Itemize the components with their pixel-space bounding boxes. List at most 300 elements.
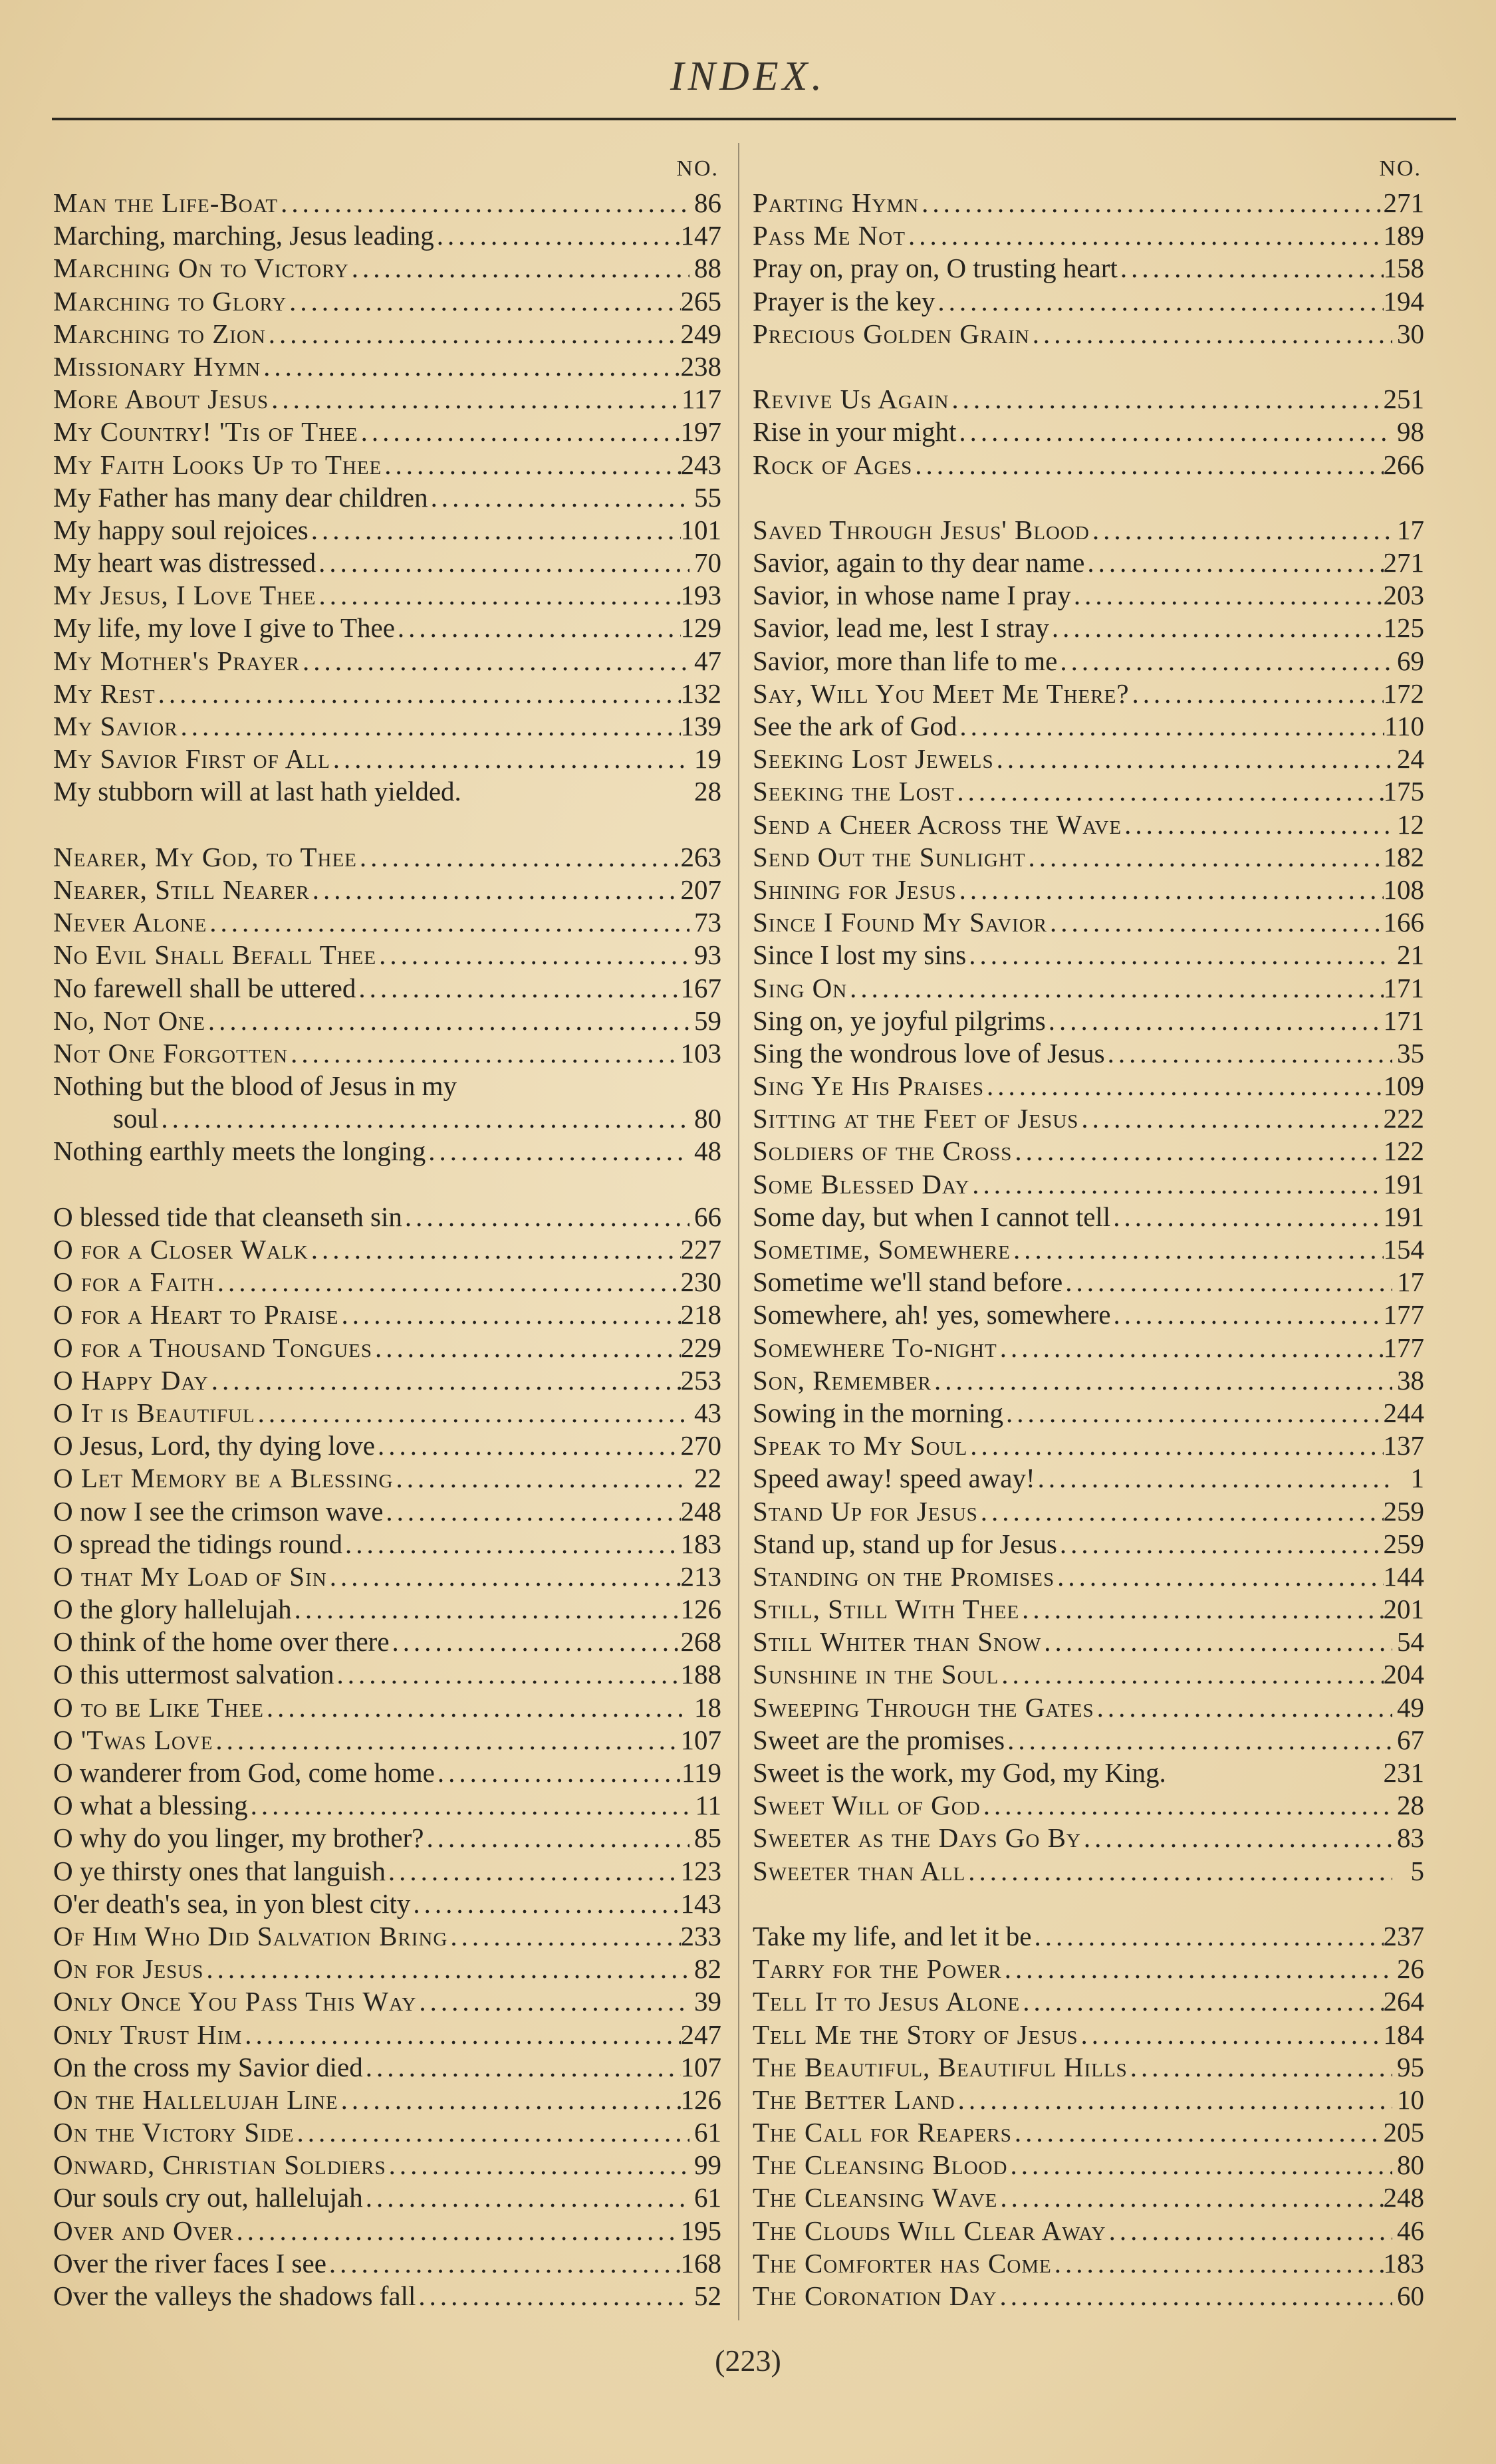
hymn-title: No Evil Shall Befall Thee <box>53 939 377 971</box>
hymn-title: Sing the wondrous love of Jesus <box>753 1037 1105 1068</box>
hymn-number: 55 <box>694 481 721 513</box>
index-entry <box>753 1822 1424 1854</box>
dot-leader <box>435 1757 682 1789</box>
dot-leader <box>1011 1233 1384 1266</box>
hymn-number: 54 <box>1397 1626 1424 1658</box>
index-entry <box>753 1462 1424 1495</box>
index-entry <box>753 1528 1424 1560</box>
dot-leader <box>334 1658 681 1691</box>
hymn-title: My happy soul rejoices <box>53 514 309 545</box>
hymn-title: My heart was distressed <box>53 547 316 578</box>
dot-leader <box>383 1495 680 1528</box>
dot-leader <box>978 1495 1384 1528</box>
dot-leader <box>390 1626 681 1658</box>
hymn-title: Nothing but the blood of Jesus in my <box>53 1070 457 1102</box>
index-entry <box>753 808 1424 841</box>
dot-leader <box>294 2116 689 2149</box>
dot-leader <box>966 939 1392 971</box>
dot-leader <box>447 1920 680 1953</box>
dot-leader <box>363 2051 681 2084</box>
hymn-title: O ye thirsty ones that languish <box>53 1855 386 1886</box>
dot-leader <box>981 1789 1392 1822</box>
hymn-number: 191 <box>1383 1168 1424 1199</box>
index-entry <box>53 547 721 579</box>
hymn-title: Since I Found My Savior <box>753 907 1047 938</box>
hymn-title: Only Trust Him <box>53 2019 243 2050</box>
hymn-number: 144 <box>1383 1560 1424 1592</box>
hymn-number: 24 <box>1397 743 1424 775</box>
index-entry <box>753 2215 1424 2247</box>
hymn-title: My Faith Looks Up to Thee <box>53 449 382 480</box>
dot-leader <box>215 1266 681 1298</box>
index-entry <box>53 1332 721 1364</box>
index-entry <box>53 219 721 252</box>
hymn-number: 227 <box>680 1234 721 1265</box>
hymn-number: 35 <box>1397 1037 1424 1068</box>
hymn-number: 107 <box>680 2051 721 2082</box>
index-entry <box>53 1397 721 1429</box>
index-entry <box>53 383 721 416</box>
dot-leader <box>248 1789 689 1822</box>
hymn-number: 30 <box>1397 318 1424 349</box>
hymn-title: Nothing earthly meets the longing <box>53 1136 426 1167</box>
index-entry <box>53 252 721 285</box>
index-entry <box>53 2215 721 2247</box>
index-entry <box>753 383 1424 416</box>
entry-list-right <box>753 187 1424 2312</box>
hymn-title: Tell Me the Story of Jesus <box>753 2019 1078 2050</box>
index-entry <box>753 1953 1424 1985</box>
hymn-title: Prayer is the key <box>753 285 935 316</box>
hymn-number: 126 <box>680 1594 721 1625</box>
dot-leader <box>1019 1593 1383 1626</box>
hymn-title: My Mother's Prayer <box>53 645 300 676</box>
dot-leader <box>1062 1266 1392 1298</box>
dot-leader <box>261 350 680 383</box>
index-entry <box>753 1332 1424 1364</box>
hymn-title: O spread the tidings round <box>53 1528 342 1559</box>
index-entry <box>53 1495 721 1528</box>
dot-leader <box>363 2181 689 2214</box>
hymn-number: 194 <box>1383 285 1424 316</box>
dot-leader <box>375 1429 681 1462</box>
entry-list-left <box>53 187 721 2312</box>
hymn-number: 201 <box>1383 1594 1424 1625</box>
index-entry <box>753 2181 1424 2214</box>
hymn-title: Seeking the Lost <box>753 776 955 807</box>
hymn-number: 85 <box>694 1822 721 1854</box>
dot-leader <box>912 449 1383 481</box>
hymn-title: Soldiers of the Cross <box>753 1136 1013 1167</box>
hymn-number: 21 <box>1397 939 1424 971</box>
hymn-title: O think of the home over there <box>53 1626 390 1658</box>
hymn-title: Onward, Christian Soldiers <box>53 2150 386 2181</box>
dot-leader <box>997 2181 1383 2214</box>
hymn-title: O that My Load of Sin <box>53 1560 327 1592</box>
hymn-number: 263 <box>680 841 721 872</box>
hymn-title: Parting Hymn <box>753 187 920 218</box>
dot-leader <box>997 2280 1392 2312</box>
hymn-title: Marching On to Victory <box>53 253 349 284</box>
dot-leader <box>287 285 680 318</box>
index-entry <box>753 1102 1424 1135</box>
dot-leader <box>178 710 681 743</box>
hymn-title: O for a Faith <box>53 1267 215 1298</box>
hymn-title: The Call for Reapers <box>753 2117 1012 2148</box>
hymn-title: Say, Will You Meet Me There? <box>753 678 1130 709</box>
index-entry <box>53 1135 721 1168</box>
hymn-title: Savior, again to thy dear name <box>753 547 1085 578</box>
dot-leader <box>1128 2051 1392 2084</box>
dot-leader <box>372 1332 681 1364</box>
hymn-number: 231 <box>1383 1757 1424 1788</box>
hymn-number: 230 <box>680 1267 721 1298</box>
hymn-title: Since I lost my sins <box>753 939 967 971</box>
index-entry <box>53 1560 721 1593</box>
no-column-header: NO. <box>1379 156 1422 181</box>
index-entry <box>53 187 721 219</box>
hymn-number: 12 <box>1397 808 1424 840</box>
index-entry <box>53 2116 721 2149</box>
index-entry <box>753 906 1424 939</box>
index-entry <box>753 2051 1424 2084</box>
hymn-number: 117 <box>682 384 721 415</box>
hymn-number: 70 <box>694 547 721 578</box>
hymn-title: Sweeping Through the Gates <box>753 1691 1094 1723</box>
dot-leader <box>1122 808 1392 841</box>
index-entry <box>753 187 1424 219</box>
dot-leader <box>969 1168 1383 1201</box>
index-entry <box>53 2084 721 2116</box>
hymn-number: 270 <box>680 1430 721 1461</box>
dot-leader <box>1046 1005 1384 1037</box>
index-entry <box>53 2181 721 2214</box>
dot-leader <box>994 743 1392 775</box>
hymn-number: 271 <box>1383 187 1424 218</box>
hymn-number: 1 <box>1410 1463 1424 1494</box>
hymn-title: Sweeter as the Days Go By <box>753 1822 1081 1854</box>
dot-leader <box>395 612 681 644</box>
hymn-number: 197 <box>680 416 721 447</box>
hymn-number: 98 <box>1397 416 1424 447</box>
hymn-title: O now I see the crimson wave <box>53 1495 384 1527</box>
dot-leader <box>984 1070 1383 1102</box>
index-entry <box>753 1429 1424 1462</box>
hymn-title: My life, my love I give to Thee <box>53 612 395 644</box>
hymn-number: 17 <box>1397 514 1424 545</box>
index-entry <box>753 874 1424 906</box>
index-entry <box>53 1201 721 1233</box>
hymn-title: On the cross my Savior died <box>53 2051 363 2082</box>
dot-leader <box>1078 1102 1383 1135</box>
dot-leader <box>967 1429 1383 1462</box>
hymn-title: Man the Life-Boat <box>53 187 279 218</box>
dot-leader <box>1020 1985 1383 2018</box>
hymn-title: On for Jesus <box>53 1953 204 1985</box>
dot-leader <box>156 678 681 710</box>
hymn-number: 166 <box>1383 907 1424 938</box>
index-entry <box>53 1364 721 1397</box>
hymn-title: Sweet Will of God <box>753 1790 981 1821</box>
hymn-number: 125 <box>1383 612 1424 644</box>
dot-leader <box>906 219 1384 252</box>
hymn-title: Pass Me Not <box>753 220 906 251</box>
dot-leader <box>1035 1462 1392 1495</box>
hymn-title: Shining for Jesus <box>753 874 957 905</box>
index-entry <box>753 1495 1424 1528</box>
hymn-title: Of Him Who Did Salvation Bring <box>53 1920 448 1951</box>
dot-leader <box>1005 1724 1392 1757</box>
hymn-number: 177 <box>1383 1332 1424 1363</box>
dot-leader <box>339 1298 681 1331</box>
hymn-number: 67 <box>1397 1724 1424 1755</box>
hymn-title: O for a Closer Walk <box>53 1234 309 1265</box>
index-entry <box>53 2019 721 2051</box>
index-entry <box>53 1822 721 1854</box>
hymn-title: No farewell shall be uttered <box>53 972 356 1003</box>
dot-leader <box>209 1364 681 1397</box>
hymn-title: My Rest <box>53 678 156 709</box>
hymn-number: 86 <box>694 187 721 218</box>
hymn-title: Speak to My Soul <box>753 1430 968 1461</box>
hymn-number: 249 <box>680 318 721 349</box>
hymn-number: 39 <box>694 1986 721 2017</box>
hymn-title: Sing on, ye joyful pilgrims <box>753 1005 1046 1036</box>
hymn-number: 229 <box>680 1332 721 1363</box>
hymn-number: 49 <box>1397 1691 1424 1723</box>
hymn-number: 132 <box>680 678 721 709</box>
hymn-number: 83 <box>1397 1822 1424 1854</box>
hymn-number: 60 <box>1397 2280 1424 2311</box>
hymn-title: Take my life, and let it be <box>753 1920 1032 1951</box>
index-entry <box>753 1560 1424 1593</box>
hymn-title: The Cleansing Wave <box>753 2182 998 2213</box>
index-entry <box>53 1233 721 1266</box>
index-entry <box>53 743 721 775</box>
index-entry <box>753 841 1424 874</box>
dot-leader <box>1030 318 1392 350</box>
hymn-title: Nearer, Still Nearer <box>53 874 310 905</box>
hymn-number: 266 <box>1383 449 1424 480</box>
hymn-number: 248 <box>680 1495 721 1527</box>
hymn-number: 47 <box>694 645 721 676</box>
index-entry <box>753 1037 1424 1070</box>
hymn-number: 109 <box>1383 1070 1424 1102</box>
dot-leader <box>410 1888 680 1920</box>
index-entry <box>53 514 721 547</box>
index-entry <box>753 2247 1424 2280</box>
index-entry <box>53 1429 721 1462</box>
index-entry <box>53 710 721 743</box>
hymn-number: 191 <box>1383 1201 1424 1232</box>
hymn-title: Saved Through Jesus' Blood <box>753 514 1090 545</box>
hymn-number: 18 <box>694 1691 721 1723</box>
index-entry <box>753 547 1424 579</box>
index-entry <box>53 1528 721 1560</box>
hymn-number: 61 <box>694 2117 721 2148</box>
dot-leader <box>955 2084 1392 2116</box>
index-entry <box>53 1005 721 1037</box>
hymn-title: Marching to Glory <box>53 285 287 316</box>
hymn-title: O for a Heart to Praise <box>53 1299 339 1330</box>
hymn-number: 139 <box>680 711 721 741</box>
hymn-number: 167 <box>680 972 721 1003</box>
hymn-number: 17 <box>1397 1267 1424 1298</box>
index-entry <box>753 1593 1424 1626</box>
hymn-number: 126 <box>680 2084 721 2115</box>
dot-leader <box>1049 612 1384 644</box>
dot-leader <box>402 1201 689 1233</box>
hymn-number: 19 <box>694 743 721 775</box>
dot-leader <box>376 939 689 971</box>
dot-leader <box>356 972 680 1005</box>
hymn-title: Tell It to Jesus Alone <box>753 1986 1021 2017</box>
hymn-number: 137 <box>1383 1430 1424 1461</box>
hymn-number: 259 <box>1383 1528 1424 1559</box>
hymn-title: Over the river faces I see <box>53 2247 326 2279</box>
index-entry <box>753 775 1424 808</box>
group-spacer <box>753 350 1424 383</box>
index-entry <box>753 645 1424 678</box>
hymn-number: 182 <box>1383 841 1424 872</box>
index-entry <box>753 1201 1424 1233</box>
page-number: (223) <box>715 2344 781 2378</box>
hymn-number: 10 <box>1397 2084 1424 2115</box>
hymn-number: 122 <box>1383 1136 1424 1167</box>
index-entry <box>753 1855 1424 1888</box>
hymn-number: 203 <box>1383 580 1424 611</box>
index-entry <box>753 219 1424 252</box>
hymn-number: 69 <box>1397 645 1424 676</box>
hymn-number: 107 <box>680 1724 721 1755</box>
hymn-title: Send a Cheer Across the Wave <box>753 808 1122 840</box>
dot-leader <box>278 187 689 219</box>
hymn-number: 95 <box>1397 2051 1424 2082</box>
hymn-title: My Savior First of All <box>53 743 330 775</box>
index-entry <box>53 1789 721 1822</box>
hymn-number: 119 <box>682 1757 721 1788</box>
hymn-title: O Happy Day <box>53 1364 209 1396</box>
hymn-title: Sweet is the work, my God, my King. <box>753 1757 1166 1788</box>
dot-leader <box>1002 1953 1392 1985</box>
index-entry <box>753 1397 1424 1429</box>
dot-leader <box>1090 514 1392 547</box>
hymn-number: 207 <box>680 874 721 905</box>
hymn-number: 43 <box>694 1397 721 1428</box>
dot-leader <box>999 1658 1383 1691</box>
index-entry <box>53 2149 721 2181</box>
hymn-title: O Jesus, Lord, thy dying love <box>53 1430 375 1461</box>
index-entry <box>753 252 1424 285</box>
index-entry <box>53 2051 721 2084</box>
index-entry <box>53 2280 721 2312</box>
hymn-title: O'er death's sea, in yon blest city <box>53 1888 411 1919</box>
dot-leader <box>1041 1626 1392 1658</box>
dot-leader <box>1130 678 1384 710</box>
hymn-number: 205 <box>1383 2117 1424 2148</box>
hymn-title: Savior, more than life to me <box>753 645 1058 676</box>
hymn-title: O the glory hallelujah <box>53 1594 292 1625</box>
header-rule <box>52 118 1456 120</box>
index-column-left <box>53 150 721 2312</box>
hymn-title: Our souls cry out, hallelujah <box>53 2182 363 2213</box>
dot-leader <box>1110 1201 1383 1233</box>
hymn-number: 244 <box>1383 1397 1424 1428</box>
dot-leader <box>932 1364 1392 1397</box>
dot-leader <box>1003 1397 1384 1429</box>
index-entry <box>753 579 1424 612</box>
hymn-title: O for a Thousand Tongues <box>53 1332 372 1363</box>
index-entry <box>753 1266 1424 1298</box>
dot-leader <box>1007 2149 1392 2181</box>
hymn-number: 264 <box>1383 1986 1424 2017</box>
hymn-title: Somewhere, ah! yes, somewhere <box>753 1299 1111 1330</box>
dot-leader <box>357 841 681 874</box>
hymn-number: 66 <box>694 1201 721 1232</box>
hymn-number: 243 <box>680 449 721 480</box>
hymn-title: Still Whiter than Snow <box>753 1626 1042 1658</box>
index-entry <box>53 1855 721 1888</box>
hymn-number: 154 <box>1383 1234 1424 1265</box>
hymn-title: Sometime we'll stand before <box>753 1267 1063 1298</box>
index-entry <box>53 939 721 971</box>
hymn-number: 251 <box>1383 384 1424 415</box>
dot-leader <box>1012 2116 1384 2149</box>
column-divider <box>738 143 739 2320</box>
hymn-title: Not One Forgotten <box>53 1037 289 1068</box>
hymn-title: Rock of Ages <box>753 449 913 480</box>
hymn-number: 247 <box>680 2019 721 2050</box>
hymn-number: 253 <box>680 1364 721 1396</box>
hymn-title: My Savior <box>53 711 178 741</box>
dot-leader <box>949 383 1383 416</box>
hymn-title: O this uttermost salvation <box>53 1659 334 1690</box>
hymn-title: O Let Memory be a Blessing <box>53 1463 394 1494</box>
index-entry <box>53 481 721 514</box>
dot-leader <box>269 383 682 416</box>
index-entry <box>53 285 721 318</box>
dot-leader <box>310 874 681 906</box>
hymn-number: 172 <box>1383 678 1424 709</box>
dot-leader <box>213 1724 680 1757</box>
hymn-number: 61 <box>694 2182 721 2213</box>
index-entry <box>53 612 721 644</box>
dot-leader <box>326 2247 681 2280</box>
hymn-number: 59 <box>694 1005 721 1036</box>
hymn-number: 271 <box>1383 547 1424 578</box>
index-entry <box>53 350 721 383</box>
index-entry <box>53 1658 721 1691</box>
hymn-title: On the Victory Side <box>53 2117 295 2148</box>
dot-leader <box>1032 1920 1384 1953</box>
hymn-number: 183 <box>680 1528 721 1559</box>
dot-leader <box>957 874 1384 906</box>
dot-leader <box>158 1102 689 1135</box>
dot-leader <box>266 318 681 350</box>
index-entry <box>753 449 1424 481</box>
dot-leader <box>203 1953 689 1985</box>
index-entry <box>53 1691 721 1724</box>
hymn-number: 108 <box>1383 874 1424 905</box>
dot-leader <box>349 252 689 285</box>
hymn-title: Tarry for the Power <box>753 1953 1002 1985</box>
page-title: INDEX. <box>670 54 826 99</box>
group-spacer <box>753 1888 1424 1920</box>
hymn-number: 110 <box>1384 711 1424 741</box>
hymn-title: Stand Up for Jesus <box>753 1495 978 1527</box>
hymn-number: 193 <box>680 580 721 611</box>
hymn-number: 129 <box>680 612 721 644</box>
